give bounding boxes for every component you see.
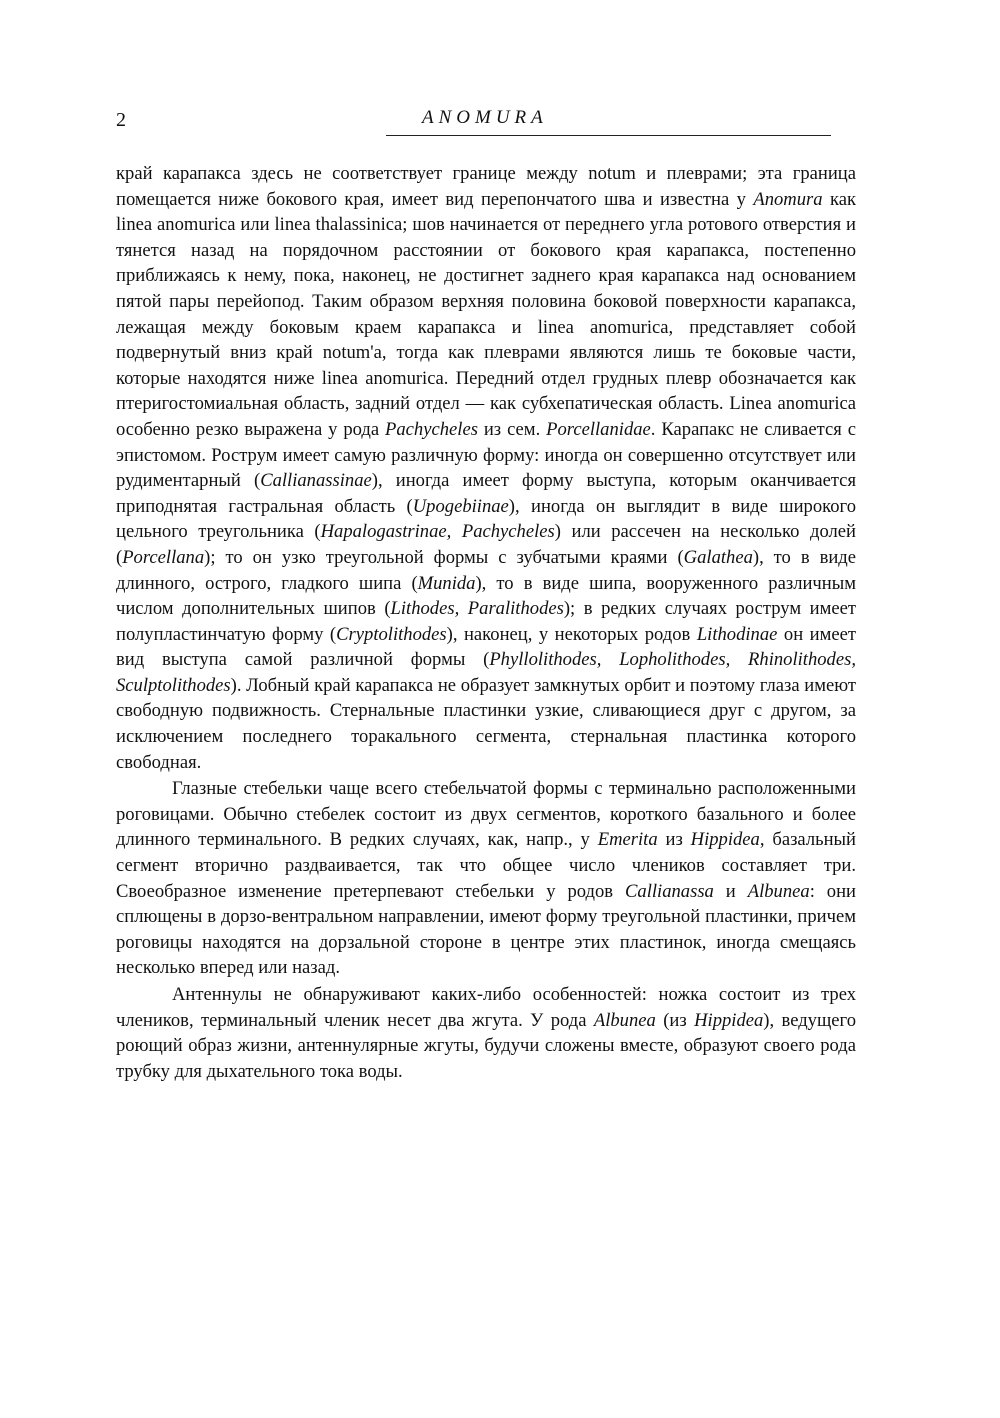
running-header <box>116 105 856 139</box>
page-content <box>116 105 856 1084</box>
text-run: он имеет вид выступа самой различной формы ( <box>116 623 856 671</box>
text-run: из сем. <box>477 418 547 440</box>
text-run: ), наконец, у некоторых родов <box>446 623 697 645</box>
taxon-name: Hapalogastrinae, Pachycheles <box>320 521 555 543</box>
taxon-name: Hippidea <box>690 829 760 851</box>
taxon-name: Pachycheles <box>385 418 478 440</box>
taxon-name: Upogebiinae <box>412 495 509 517</box>
taxon-name: Callianassinae <box>260 470 372 492</box>
text-run: , базальный сегмент вторично раздваивается, так что общее число члеников составляет три. Своеобразное изменение претерпевают стебельки у родов <box>116 829 856 902</box>
body-text <box>116 161 856 1084</box>
header-rule <box>386 135 831 136</box>
taxon-name: Callianassa <box>625 880 714 902</box>
text-run: из <box>657 829 691 851</box>
taxon-name: Phyllolithodes, Lopholithodes, Rhinolithodes, Sculptolithodes <box>116 649 856 696</box>
text-run: ), ведущего роющий образ жизни, антеннулярные жгуты, будучи сложены вместе, образуют своего рода трубку для дыхательного тока воды. <box>116 1009 856 1082</box>
text-run: ); в редких случаях рострум имеет полупластинчатую форму ( <box>116 598 856 645</box>
paragraph <box>116 161 856 775</box>
text-run: ) или рассечен на несколько долей ( <box>116 521 856 568</box>
text-run: : они сплющены в дорзо-вентральном направлении, имеют форму треугольной пластинки, причем роговицы находятся на дорзальной стороне в центре этих пластинок, иногда смещаясь несколько вперед или назад. <box>116 880 857 979</box>
taxon-name: Anomura <box>753 188 823 210</box>
taxon-name: Emerita <box>597 829 658 851</box>
taxon-name: Munida <box>417 572 476 594</box>
text-run: край карапакса здесь не соответствует границе между notum и плеврами; эта граница помещается ниже бокового края, имеет вид перепончатого шва и известна у <box>116 163 856 210</box>
running-title: ANOMURA <box>422 107 548 128</box>
taxon-name: Hippidea <box>694 1009 764 1031</box>
taxon-name: Albunea <box>747 880 810 902</box>
text-run: ). Лобный край карапакса не образует замкнутых орбит и поэтому глаза имеют свободную подвижность. Стернальные пластинки узкие, сливающиеся друг с другом, за исключением последнего торакального сегмента, стернальная пластинка которого свободная. <box>116 674 856 773</box>
paragraph <box>116 982 856 1084</box>
taxon-name: Lithodes, Paralithodes <box>390 598 564 620</box>
paragraph <box>116 776 856 981</box>
text-run: ), то в виде шипа, вооруженного различным числом дополнительных шипов ( <box>116 572 856 620</box>
text-run: и <box>713 880 748 902</box>
text-run: Глазные стебельки чаще всего стебельчатой формы с терминально расположенными роговицами. Обычно стебелек состоит из двух сегментов, короткого базального и более длинного терминального. В редких случаях, как, напр., у <box>116 778 856 851</box>
text-run: . Карапакс не сливается с эпистомом. Рострум имеет самую различную форму: иногда он совершенно отсутствует или рудиментарный ( <box>116 418 856 492</box>
text-run: как linea anomurica или linea thalassinica; шов начинается от переднего угла ротового отверстия и тянется назад на порядочном расстоянии от бокового края карапакса, постепенно приближаясь к нему, пока, наконец, не достигнет заднего края карапакса над основанием пятой пары перейопод. Таким образом верхняя половина боковой поверхности карапакса, лежащая между боковым краем карапакса и linea anomurica, представляет собой подвернутый вниз край notum'a, тогда как плеврами являются лишь те боковые части, которые находятся ниже linea anomurica. Передний отдел грудных плевр обозначается как птеригостомиальная область, задний отдел — как субхепатическая область. Linea anomurica особенно резко выражена у рода <box>116 188 857 440</box>
taxon-name: Cryptolithodes <box>336 623 447 645</box>
taxon-name: Lithodinae <box>696 623 778 645</box>
taxon-name: Galathea <box>683 546 753 568</box>
text-run: ); то он узко треугольной формы с зубчатыми краями ( <box>204 546 684 568</box>
text-run: ), иногда имеет форму выступа, которым оканчивается приподнятая гастральная область ( <box>116 470 856 517</box>
text-run: ), иногда он выглядит в виде широкого цельного треугольника ( <box>116 495 856 543</box>
taxon-name: Porcellana <box>122 546 205 568</box>
taxon-name: Albunea <box>593 1009 656 1031</box>
text-run: Антеннулы не обнаруживают каких-либо особенностей: ножка состоит из трех члеников, терминальный членик несет два жгута. У рода <box>116 984 856 1031</box>
page-number: 2 <box>116 109 126 131</box>
text-run: ), то в виде длинного, острого, гладкого шипа ( <box>116 546 857 594</box>
taxon-name: Porcellanidae <box>546 418 651 440</box>
text-run: (из <box>655 1009 695 1031</box>
